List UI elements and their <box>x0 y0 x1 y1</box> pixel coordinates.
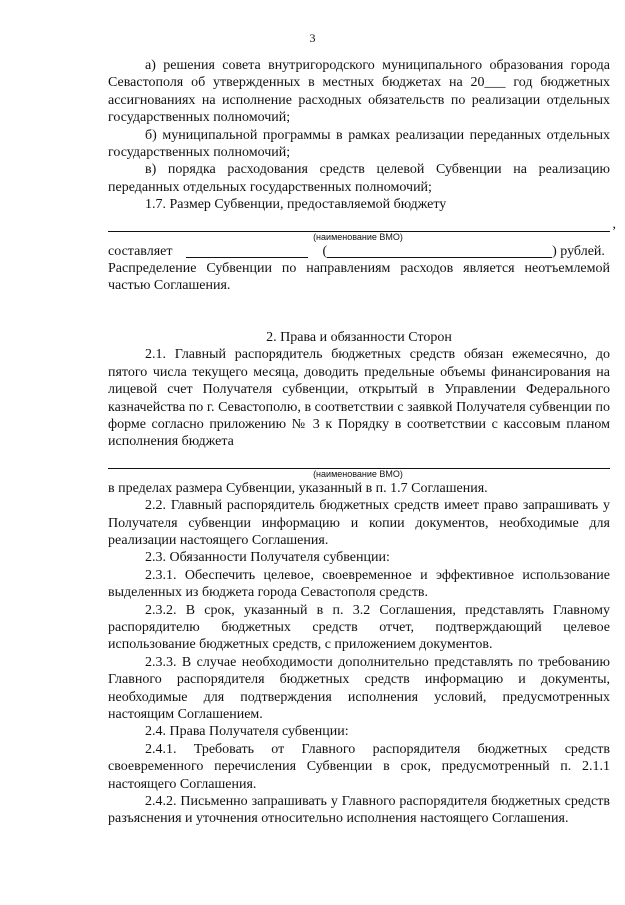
amount-words-line <box>327 243 552 258</box>
clause-2-4-1: 2.4.1. Требовать от Главного распорядителя бюджетных средств своевременного перечисления Субвенции в срок, предусмотренный п. 2.1.1 настоящего Соглашения. <box>108 741 610 792</box>
paren-open: ( <box>322 243 328 259</box>
distribution-text: Распределение Субвенции по направлениям расходов является неотъемлемой частью Соглашения. <box>108 261 610 294</box>
clause-2-2: 2.2. Главный распорядитель бюджетных средств имеет право запрашивать у Получателя субвенции информацию и копии документов, необходимые для реализации настоящего Соглашения. <box>108 498 610 548</box>
vmo-name-line-2 <box>108 452 610 469</box>
vmo-name-line: , <box>108 215 610 232</box>
page-number: 3 <box>309 31 316 45</box>
clause-1-7: 1.7. Размер Субвенции, предоставляемой бюджету <box>145 197 447 213</box>
amount-digits-line <box>186 243 308 258</box>
clause-2-4-2: 2.4.2. Письменно запрашивать у Главного распорядителя бюджетных средств разъяснения и уточнения относительно исполнения настоящего Соглашения. <box>108 794 610 827</box>
clause-2-1-tail: в пределах размера Субвенции, указанный в п. 1.7 Соглашения. <box>108 480 488 496</box>
vmo-caption-2: (наименование ВМО) <box>313 468 403 479</box>
clause-2-3-1: 2.3.1. Обеспечить целевое, своевременное и эффективное использование выделенных из бюджета города Севастополя средств. <box>108 567 610 601</box>
sostavlyaet-label: составляет <box>108 243 173 259</box>
section-2-heading: 2. Права и обязанности Сторон <box>266 329 452 345</box>
document-body <box>108 57 616 828</box>
clause-2-4: 2.4. Права Получателя субвенции: <box>145 724 349 740</box>
item-b: б) муниципальной программы в рамках реализации переданных отдельных государственных полномочий; <box>108 127 610 161</box>
rubles-label: ) рублей. <box>552 243 605 259</box>
clause-2-1: 2.1. Главный распорядитель бюджетных средств обязан ежемесячно, до пятого числа текущего месяца, доводить предельные объемы финансирования на лицевой счет Получателя субвенции, открытый в Управлении Федерального казначейства по г. Севастополю, в соответствии с заявкой Получателя субвенции по форме согласно приложению № 3 к Порядку в соответствии с кассовым планом исполнения бюджета <box>108 347 610 450</box>
clause-2-3-2: 2.3.2. В срок, указанный в п. 3.2 Соглашения, представлять Главному распорядителю бюджетных средств отчет, подтверждающий целевое использование бюджетных средств, с приложением документов. <box>108 602 610 653</box>
item-a: а) решения совета внутригородского муниципального образования города Севастополя об утвержденных в местных бюджетах на 20___ год бюджетных ассигнованиях на исполнение расходных обязательств по реализации отдельных государственных полномочий; <box>108 58 610 126</box>
clause-2-3-3: 2.3.3. В случае необходимости дополнительно представлять по требованию Главного распорядителя бюджетных средств информацию и документы, необходимые для подтверждения исполнения условий, предусмотренных настоящим Соглашением. <box>108 654 610 722</box>
item-c: в) порядка расходования средств целевой Субвенции на реализацию переданных отдельных государственных полномочий; <box>108 162 610 195</box>
vmo-caption: (наименование ВМО) <box>313 231 403 242</box>
amount-row <box>108 243 610 260</box>
clause-2-3: 2.3. Обязанности Получателя субвенции: <box>145 550 390 566</box>
